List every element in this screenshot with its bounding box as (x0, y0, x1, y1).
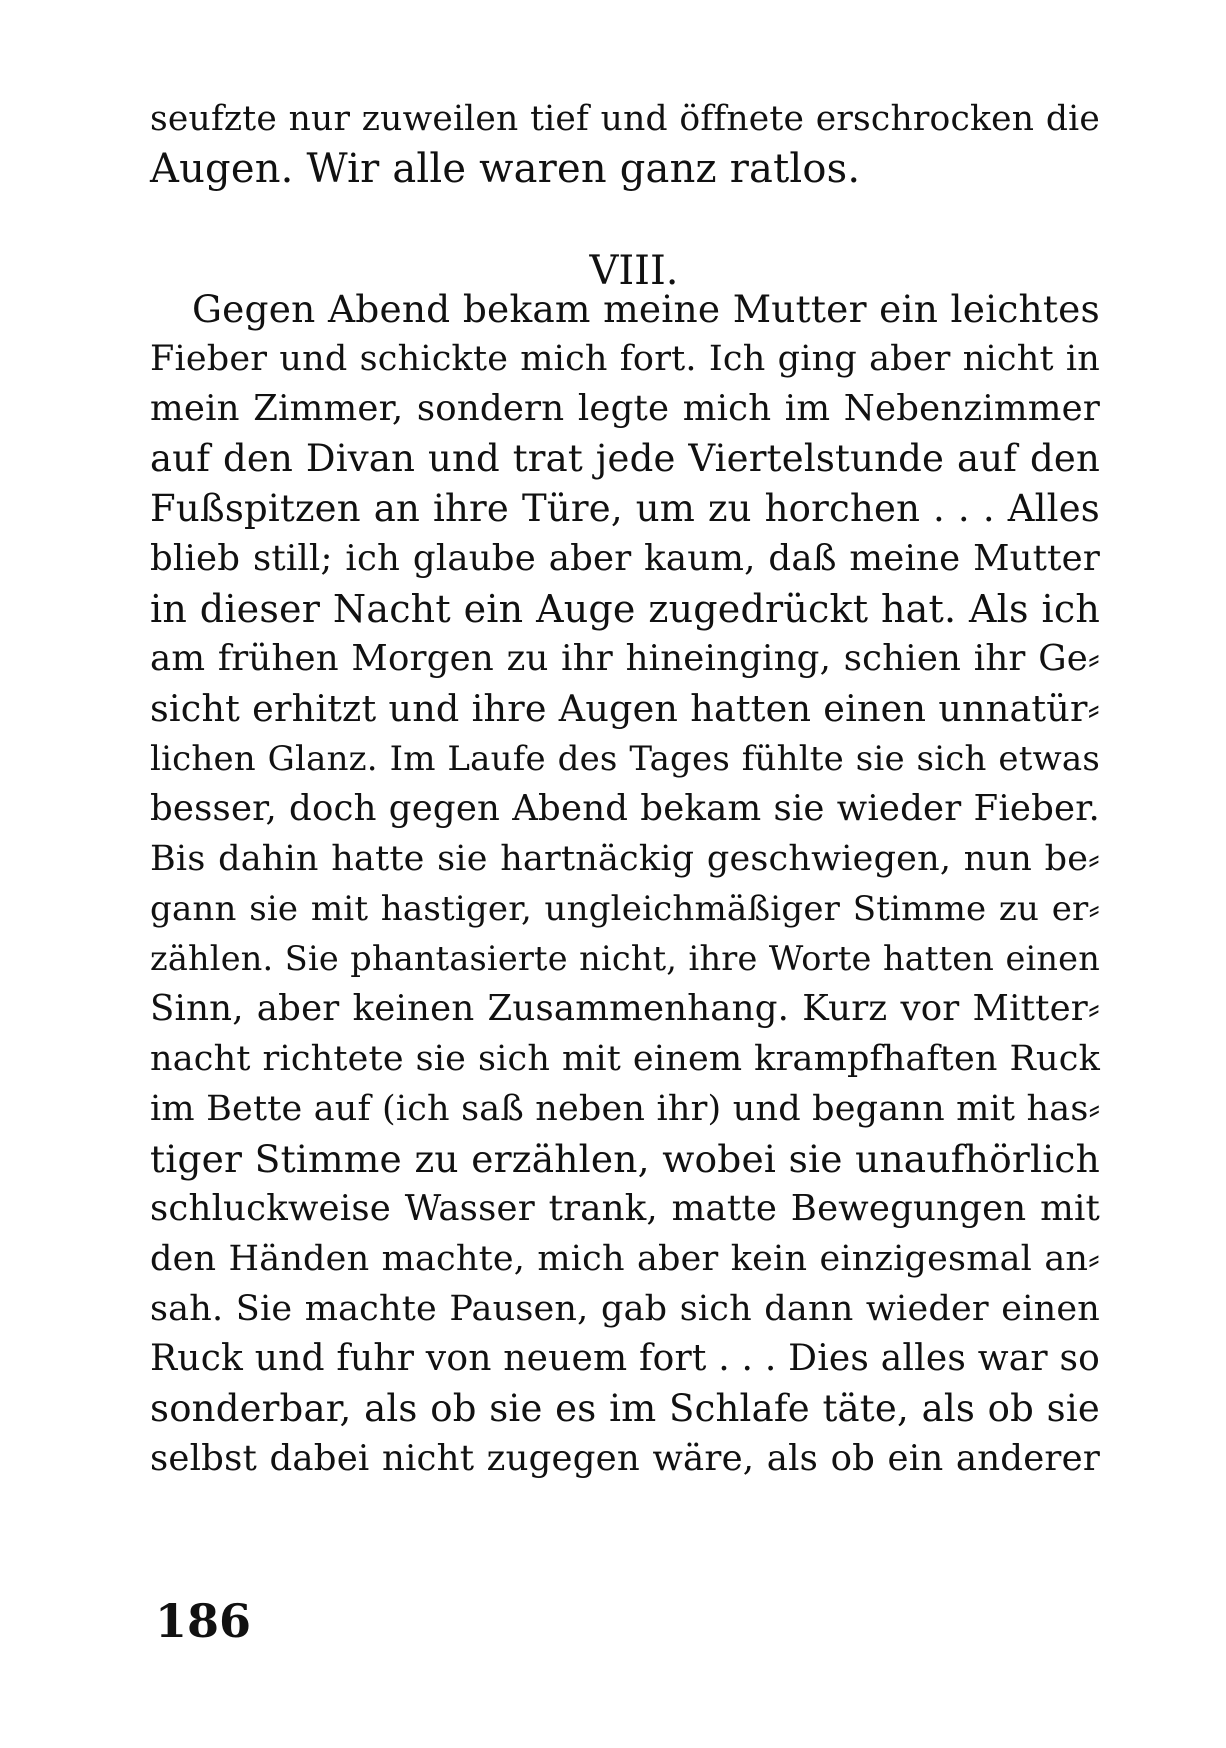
text-line: schluckweise Wasser trank, matte Bewegungen mit (150, 1188, 1100, 1229)
text-line: den Händen machte, mich aber kein einzigesmal an⸗ (150, 1239, 1100, 1279)
text-line: besser, doch gegen Abend bekam sie wieder Fieber. (150, 788, 1100, 829)
text-line: selbst dabei nicht zugegen wäre, als ob ein anderer (150, 1438, 1100, 1479)
text-line: sicht erhitzt und ihre Augen hatten einen unnatür⸗ (150, 687, 1100, 730)
text-line: Sinn, aber keinen Zusammenhang. Kurz vor Mitter⸗ (150, 988, 1100, 1029)
text-line: Ruck und fuhr von neuem fort . . . Dies alles war so (150, 1338, 1100, 1379)
text-line: in dieser Nacht ein Auge zugedrückt hat. Als ich (150, 587, 1100, 631)
text-line: blieb still; ich glaube aber kaum, daß meine Mutter (150, 538, 1100, 579)
text-line: lichen Glanz. Im Laufe des Tages fühlte sie sich etwas (150, 739, 1100, 779)
text-line: Gegen Abend bekam meine Mutter ein leichtes (192, 287, 1100, 331)
text-line: mein Zimmer, sondern legte mich im Nebenzimmer (150, 388, 1100, 429)
text-line: im Bette auf (ich saß neben ihr) und begann mit has⸗ (150, 1089, 1101, 1129)
page-number: 186 (155, 1594, 252, 1648)
text-line: auf den Divan und trat jede Viertelstunde auf den (150, 437, 1100, 480)
text-line: zählen. Sie phantasierte nicht, ihre Worte hatten einen (150, 939, 1100, 978)
text-line: sah. Sie machte Pausen, gab sich dann wieder einen (150, 1289, 1100, 1329)
text-line: seufzte nur zuweilen tief und öffnete erschrocken die (150, 99, 1100, 139)
text-line: nacht richtete sie sich mit einem krampfhaften Ruck (150, 1039, 1100, 1079)
chapter-heading: VIII. (589, 248, 679, 294)
text-line: gann sie mit hastiger, ungleichmäßiger Stimme zu er⸗ (150, 889, 1100, 929)
text-line: Augen. Wir alle waren ganz ratlos. (150, 146, 861, 192)
text-line: Bis dahin hatte sie hartnäckig geschwiegen, nun be⸗ (150, 839, 1100, 879)
text-line: tiger Stimme zu erzählen, wobei sie unaufhörlich (150, 1137, 1100, 1181)
text-line: Fußspitzen an ihre Türe, um zu horchen . . . Alles (150, 487, 1100, 530)
text-line: am frühen Morgen zu ihr hineinging, schien ihr Ge⸗ (150, 638, 1100, 679)
text-line: sonderbar, als ob sie es im Schlafe täte, als ob sie (150, 1387, 1100, 1430)
text-line: Fieber und schickte mich fort. Ich ging aber nicht in (150, 339, 1100, 379)
